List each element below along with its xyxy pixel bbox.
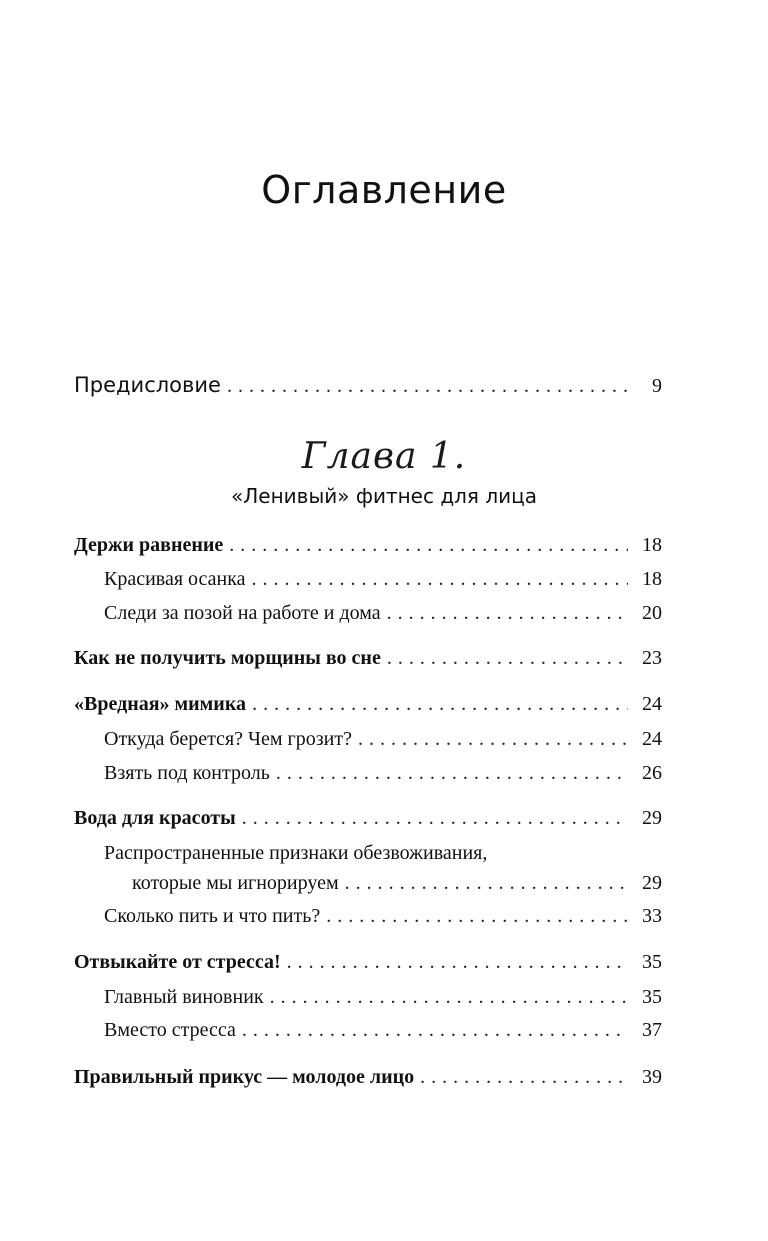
toc-entry-title: Предисловие [74,373,221,397]
toc-entry-title-line1[interactable]: Распространенные признаки обезвоживания, [104,842,488,864]
dot-leader [270,982,628,1012]
dot-leader [252,689,628,719]
dot-leader [227,371,628,401]
dot-leader [252,564,628,594]
toc-entry-title: Взять под контроль [104,762,270,784]
toc-entry-page: 18 [642,534,662,556]
toc-entry-page: 26 [642,762,662,784]
toc-entry-title: Вместо стресса [104,1019,236,1041]
toc-entry-page: 20 [642,602,662,624]
toc-entry-title: Главный виновник [104,986,264,1008]
dot-leader [242,1015,628,1045]
toc-entry-page: 24 [642,693,662,715]
toc-entry[interactable] [104,1015,662,1045]
toc-entry[interactable] [74,643,662,673]
toc-entry-title: «Вредная» мимика [74,693,247,715]
toc-entry[interactable] [74,947,662,977]
toc-entry-title: Сколько пить и что пить? [104,905,321,927]
dot-leader [229,530,628,560]
toc-entry-page: 24 [642,728,662,750]
toc-entry[interactable] [104,564,662,594]
toc-entry-title: Правильный прикус — молодое лицо [74,1066,415,1088]
toc-entry-page: 35 [642,986,662,1008]
page-title: Оглавление [261,168,507,212]
dot-leader [345,868,628,898]
toc-entry-title: Откуда берется? Чем грозит? [104,728,352,750]
toc-entry-page: 29 [642,872,662,894]
toc-entry-title: которые мы игнорируем [132,872,339,894]
toc-entry[interactable] [104,758,662,788]
toc-entry-title: Следи за позой на работе и дома [104,602,381,624]
toc-entry-page: 23 [642,647,662,669]
toc-entry-page: 29 [642,807,662,829]
toc-entry[interactable] [74,530,662,560]
chapter-heading: Глава 1. [301,436,467,477]
dot-leader [276,758,628,788]
dot-leader [420,1062,628,1092]
dot-leader [387,598,628,628]
dot-leader [358,724,628,754]
toc-entry-title: Отвыкайте от стресса! [74,951,281,973]
toc-entry-title: Как не получить морщины во сне [74,647,381,669]
toc-entry[interactable] [74,689,662,719]
toc-entry[interactable] [104,598,662,628]
toc-entry[interactable] [74,803,662,833]
toc-entry-page: 39 [642,1066,662,1088]
toc-entry-page: 37 [642,1019,662,1041]
dot-leader [326,901,628,931]
toc-entry-title: Вода для красоты [74,807,236,829]
dot-leader [287,947,628,977]
toc-entry-page: 35 [642,951,662,973]
chapter-subtitle: «Ленивый» фитнес для лица [231,484,537,508]
toc-entry-preface[interactable] [74,370,662,400]
toc-entry-title: Красивая осанка [104,568,246,590]
toc-entry-page: 9 [652,375,662,397]
dot-leader [387,643,628,673]
toc-entry[interactable] [132,868,662,898]
toc-entry[interactable] [104,982,662,1012]
toc-entry[interactable] [104,724,662,754]
toc-entry[interactable] [104,901,662,931]
toc-entry[interactable] [74,1062,662,1092]
toc-entry-title: Держи равнение [74,534,224,556]
toc-entry-page: 18 [642,568,662,590]
toc-entry-page: 33 [642,905,662,927]
dot-leader [242,803,628,833]
